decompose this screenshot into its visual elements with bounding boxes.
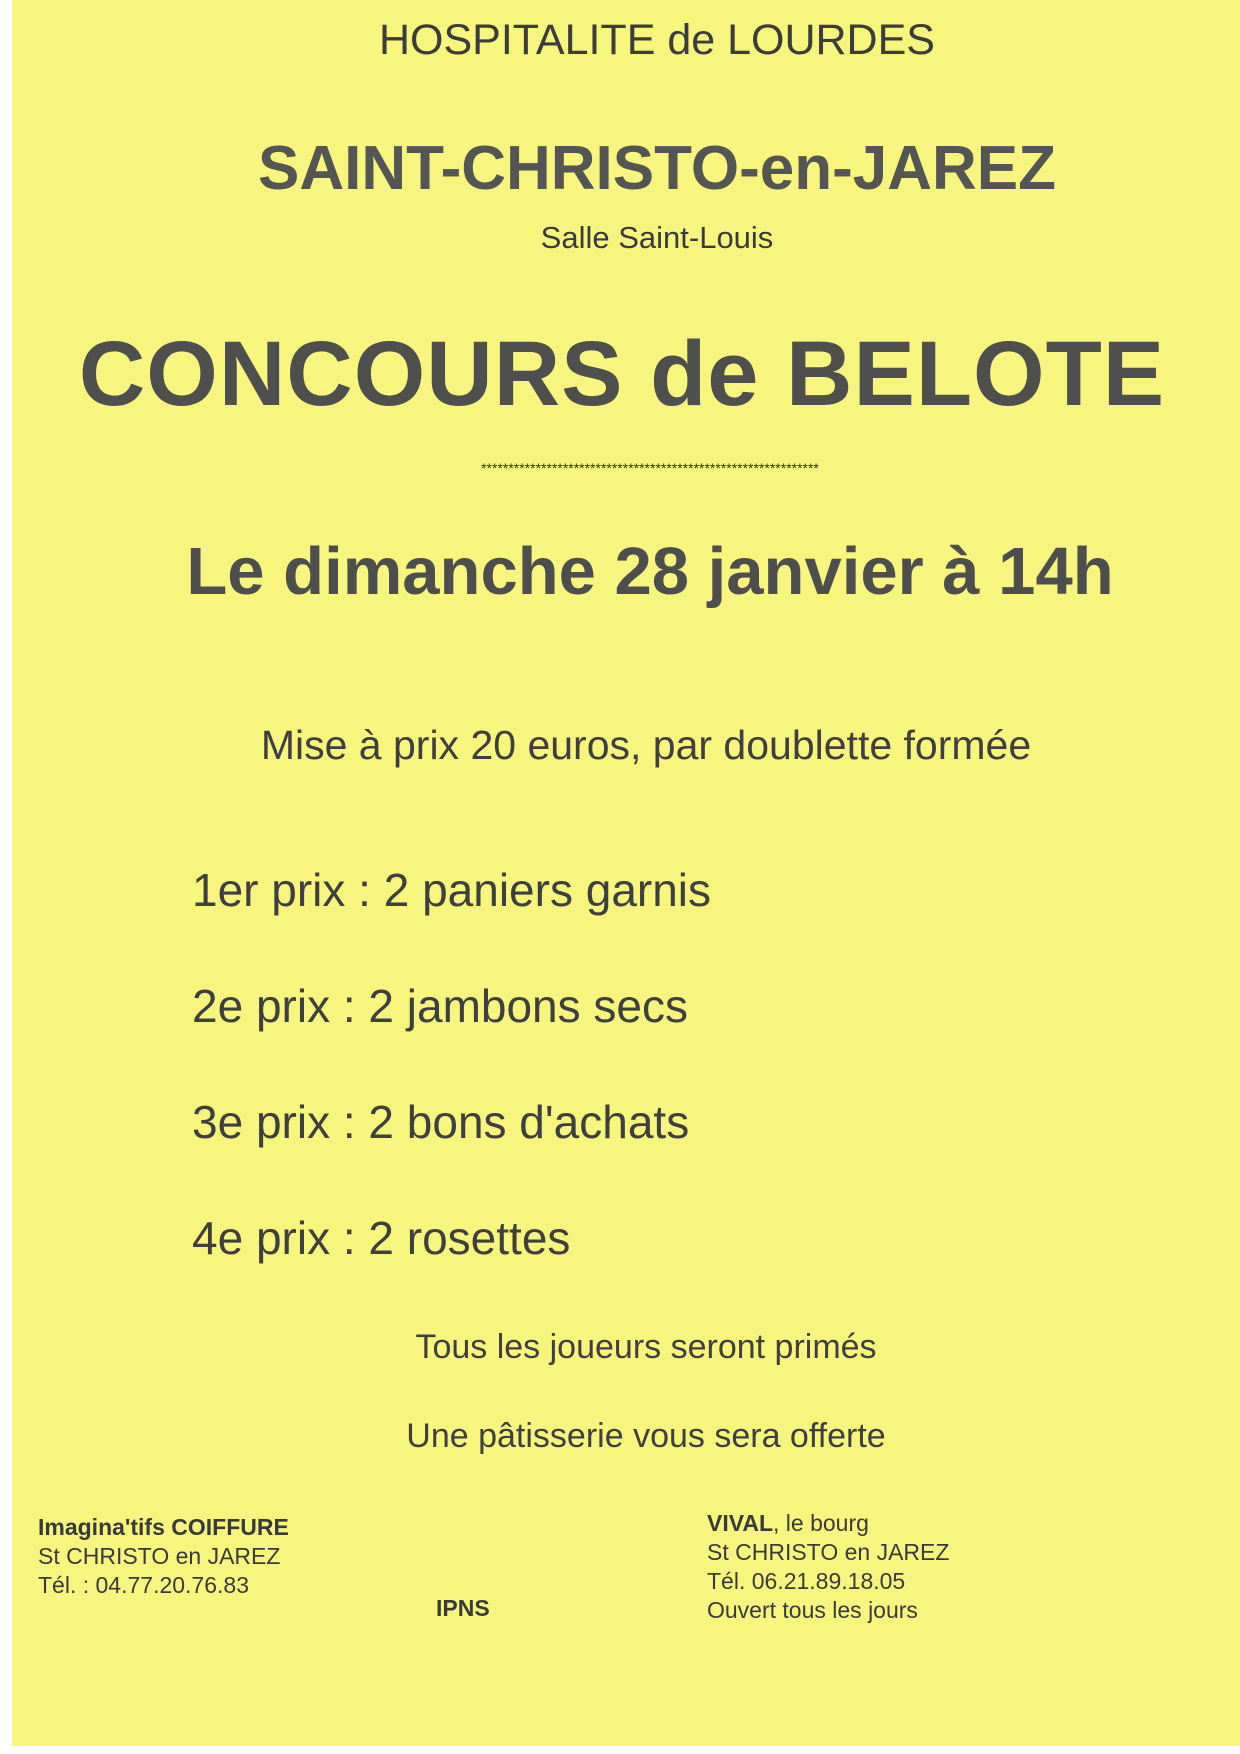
event-date: Le dimanche 28 janvier à 14h [186,534,1114,609]
sponsor-right [707,1509,949,1625]
event-title: CONCOURS de BELOTE [78,323,1166,425]
sponsor-right-hours: Ouvert tous les jours [707,1597,918,1623]
prize-1: 1er prix : 2 paniers garnis [192,864,712,916]
sponsor-right-location: , le bourg [773,1510,869,1536]
prize-2: 2e prix : 2 jambons secs [192,980,689,1032]
entry-price: Mise à prix 20 euros, par doublette formée [260,722,1032,768]
venue-subtitle: Salle Saint-Louis [540,220,774,255]
sponsor-left [38,1513,289,1600]
sponsor-right-phone: Tél. 06.21.89.18.05 [707,1568,906,1594]
sponsor-left-name: Imagina'tifs COIFFURE [38,1514,289,1540]
ipns-mention: IPNS [436,1595,490,1621]
poster [12,0,1240,1746]
sponsor-left-town: St CHRISTO en JAREZ [38,1543,281,1569]
separator-stars: ************************************************************** [481,460,819,476]
prize-3: 3e prix : 2 bons d'achats [192,1096,690,1148]
town-title: SAINT-CHRISTO-en-JAREZ [257,134,1056,203]
note-pastry: Une pâtisserie vous sera offerte [406,1417,886,1455]
sponsor-left-phone: Tél. : 04.77.20.76.83 [38,1572,249,1598]
note-all-players: Tous les joueurs seront primés [415,1328,877,1366]
organization-title: HOSPITALITE de LOURDES [379,16,935,64]
sponsor-right-town: St CHRISTO en JAREZ [707,1539,950,1565]
sponsor-right-name: VIVAL [707,1510,774,1536]
prize-4: 4e prix : 2 rosettes [192,1212,571,1264]
